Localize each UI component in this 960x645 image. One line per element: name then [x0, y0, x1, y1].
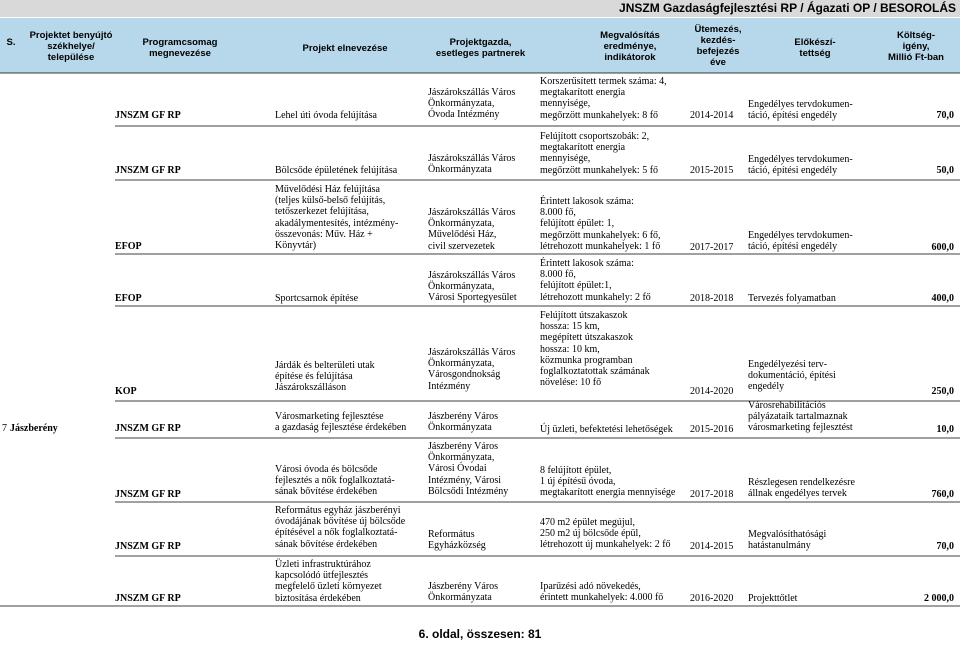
header-prep: Előkészí- tettség	[794, 37, 836, 59]
settlement-name: Jászberény	[10, 423, 58, 434]
cost-cell: 70,0	[936, 541, 954, 552]
schedule-cell: 2014-2015	[690, 541, 734, 552]
header-sn: S.	[6, 37, 16, 48]
cost-cell: 250,0	[931, 386, 954, 397]
result-cell: Érintett lakosok száma: 8.000 fő, felújított épület: 1, megőrzött munkahelyek: 6 fő, létrehozott munkahelyek: 1 fő	[540, 196, 661, 252]
prep-cell: Projekttőtlet	[748, 593, 798, 604]
row-number: 7	[2, 423, 7, 434]
cost-cell: 70,0	[936, 110, 954, 121]
header-schedule: Ütemezés, kezdés- befejezés éve	[694, 24, 742, 68]
prep-cell: Engedélyes tervdokumen- táció, építési engedély	[748, 154, 853, 177]
program-cell: JNSZM GF RP	[115, 541, 181, 552]
table-header	[0, 18, 960, 73]
page-footer: 6. oldal, összesen: 81	[418, 627, 542, 641]
program-cell: JNSZM GF RP	[115, 423, 181, 434]
program-cell: JNSZM GF RP	[115, 165, 181, 176]
program-cell: JNSZM GF RP	[115, 593, 181, 604]
schedule-cell: 2017-2018	[690, 489, 734, 500]
program-cell: JNSZM GF RP	[115, 489, 181, 500]
header-owner: Projektgazda, esetleges partnerek	[435, 37, 526, 59]
owner-cell: Jászárokszállás Város Önkormányzata, Művelődési Ház, civil szervezetek	[428, 207, 516, 252]
prep-cell: Engedélyes tervdokumen- táció, építési engedély	[748, 230, 853, 253]
program-cell: EFOP	[115, 241, 142, 252]
owner-cell: Jászárokszállás Város Önkormányzata	[428, 153, 516, 176]
project-cell: Üzleti infrastruktúrához kapcsolódó ütfejlesztés megfelelő üzleti környezet biztosítása érdekében	[275, 559, 382, 604]
result-cell: Felújított útszakaszok hossza: 15 km, megépített útszakaszok hossza: 10 km, közmunka programban foglalkoztatottak számának növelése: 10 fő	[540, 310, 650, 389]
owner-cell: Jászberény Város Önkormányzata	[428, 411, 499, 434]
prep-cell: Megvalósíthatósági hatástanulmány	[748, 529, 827, 552]
prep-cell: Részlegesen rendelkezésre állnak engedélyes tervek	[748, 477, 855, 500]
result-cell: 470 m2 épület megújul, 250 m2 új bölcsőde épül, létrehozott új munkahelyek: 2 fő	[540, 517, 671, 551]
schedule-cell: 2016-2020	[690, 593, 734, 604]
prep-cell: Tervezés folyamatban	[748, 293, 836, 304]
owner-cell: Jászárokszállás Város Önkormányzata, Óvoda Intézmény	[428, 87, 516, 121]
schedule-cell: 2018-2018	[690, 293, 734, 304]
header-result: Megvalósítás eredménye, indikátorok	[600, 30, 660, 63]
owner-cell: Jászárokszállás Város Önkormányzata, Városi Sportegyesület	[428, 270, 517, 304]
cost-cell: 600,0	[931, 242, 954, 253]
header-program: Programcsomag megnevezése	[142, 37, 218, 59]
project-cell: Lehel úti óvoda felújítása	[275, 110, 377, 121]
document-title: JNSZM Gazdaságfejlesztési RP / Ágazati OP / BESOROLÁS	[619, 1, 956, 15]
project-cell: Városi óvoda és bölcsőde fejlesztés a nők foglalkoztatá- sának bővítése érdekében	[275, 464, 395, 498]
program-cell: JNSZM GF RP	[115, 110, 181, 121]
result-cell: Új üzleti, befektetési lehetőségek	[540, 424, 673, 435]
result-cell: Érintett lakosok száma: 8.000 fő, felújított épület:1, létrehozott munkahely: 2 fő	[540, 258, 651, 303]
owner-cell: Jászárokszállás Város Önkormányzata, Városgondnokság Intézmény	[428, 347, 516, 392]
cost-cell: 2 000,0	[924, 593, 954, 604]
owner-cell: Református Egyházközség	[428, 529, 486, 552]
schedule-cell: 2015-2015	[690, 165, 734, 176]
owner-cell: Jászberény Város Önkormányzata, Városi Óvodai Intézmény, Városi Bölcsődi Intézmény	[428, 441, 509, 497]
schedule-cell: 2017-2017	[690, 242, 734, 253]
header-cost: Költség- igény, Millió Ft-ban	[888, 30, 944, 63]
project-cell: Városmarketing fejlesztése a gazdaság fejlesztése érdekében	[275, 411, 407, 434]
project-cell: Művelődési Ház felújítása (teljes külső-belső felújítás, tetőszerkezet felújítása, akadálymentesítés, intézmény- összevonás: Műv. Ház + Könyvtár)	[275, 184, 399, 252]
project-cell: Református egyház jászberényi óvodájának bővítése új bölcsőde építésével a nők foglalkoztatá- sának bővítése érdekében	[275, 505, 406, 550]
cost-cell: 760,0	[931, 489, 954, 500]
result-cell: Korszerűsített termek száma: 4, megtakarított energia mennyisége, megőrzött munkahelyek: 8 fő	[540, 76, 667, 121]
cost-cell: 400,0	[931, 293, 954, 304]
project-cell: Sportcsarnok építése	[275, 293, 359, 304]
schedule-cell: 2015-2016	[690, 424, 734, 435]
prep-cell: Városrehabilitációs pályázataik tartalmaznak városmarketing fejlesztést	[748, 400, 853, 434]
owner-cell: Jászberény Város Önkormányzata	[428, 581, 499, 604]
header-settlement: Projektet benyújtó székhelye/ települése	[29, 30, 113, 63]
project-cell: Bölcsőde épületének felújítása	[275, 165, 398, 176]
result-cell: 8 felújított épület, 1 új építésű óvoda, megtakarított energia mennyisége	[540, 465, 676, 499]
schedule-cell: 2014-2014	[690, 110, 734, 121]
header-project: Projekt elnevezése	[302, 43, 388, 54]
schedule-cell: 2014-2020	[690, 386, 734, 397]
result-cell: Felújított csoportszobák: 2, megtakarított energia mennyisége, megőrzött munkahelyek: 5 fő	[540, 131, 659, 176]
title-bar	[0, 0, 960, 17]
result-cell: Iparűzési adó növekedés, érintett munkahelyek: 4.000 fő	[540, 581, 664, 604]
program-cell: EFOP	[115, 293, 142, 304]
program-cell: KOP	[115, 386, 137, 397]
cost-cell: 10,0	[936, 424, 954, 435]
project-cell: Járdák és belterületi utak építése és felújítása Jászárokszálláson	[275, 360, 375, 394]
prep-cell: Engedélyezési terv- dokumentáció, építési engedély	[748, 359, 836, 393]
prep-cell: Engedélyes tervdokumen- táció, építési engedély	[748, 99, 853, 122]
cost-cell: 50,0	[936, 165, 954, 176]
